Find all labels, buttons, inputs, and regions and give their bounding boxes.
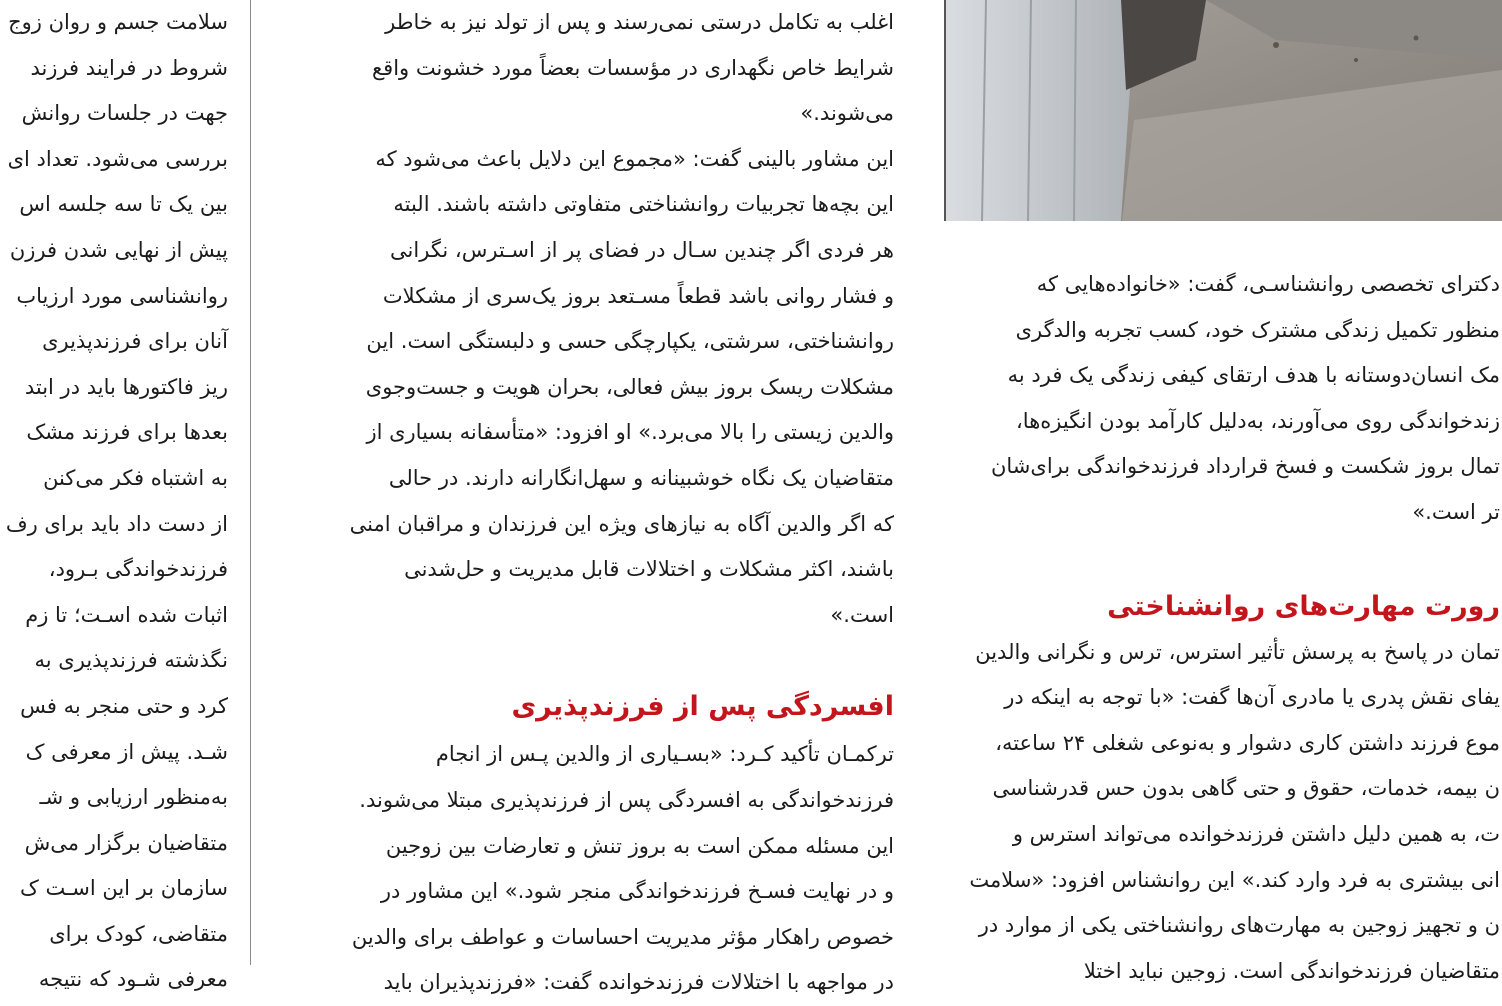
text-line: شروط در فرایند فرزند (30, 55, 228, 80)
text-line: ن و تجهیز زوجین به مهارت‌های روانشناختی یکی از موارد در (978, 913, 1500, 938)
text-line: و در نهایت فسـخ فرزندخواندگی منجر شود.» این مشاور در (380, 879, 894, 904)
text-line: جهت در جلسات روانش (21, 101, 228, 126)
text-line: روانشناسی مورد ارزیاب (16, 283, 228, 308)
text-line: بین یک تا سه جلسه اس (19, 192, 228, 217)
text-line: ریز فاکتورها باید در ابتد (24, 374, 228, 399)
text-line: والدین زیستی را بالا می‌برد.» او افزود: «متأسفانه بسیاری از (366, 420, 894, 445)
article-column-left (0, 0, 228, 992)
text-line: روانشناختی، سرشتی، یکپارچگی حسی و دلبستگی است. این (366, 329, 894, 354)
right-body-paragraph (944, 630, 1500, 995)
text-line: و فشار روانی باشد قطعاً مسـتعد بروز یک‌سری از مشکلات (382, 283, 894, 308)
text-line: این مشاور بالینی گفت: «مجموع این دلایل باعث می‌شود که (375, 146, 894, 171)
text-line: شرایط خاص نگهداری در مؤسسات بعضاً مورد خشونت واقع (371, 55, 894, 80)
text-line: تر است.» (1412, 499, 1500, 524)
text-line: پیش از نهایی شدن فرزن (9, 237, 228, 262)
text-line: اغلب به تکامل درستی نمی‌رسند و پس از تولد نیز به خاطر (385, 10, 894, 34)
text-line: بررسی می‌شود. تعداد ای (7, 146, 228, 171)
center-intro-paragraphs (306, 0, 894, 638)
text-line: در مواجهه با اختلالات فرزندخوانده گفت: «فرزندپذیران باید (383, 970, 894, 995)
text-line: منظور تکمیل زندگی مشترک خود، کسب تجربه والدگری (1015, 317, 1500, 342)
section-headline-depression: افسردگی پس از فرزندپذیری (511, 691, 894, 723)
text-line: دکترای تخصصی روانشناسـی، گفت: «خانواده‌هایی که (1036, 272, 1500, 296)
text-line: از دست داد باید برای رف (5, 511, 228, 536)
right-intro-paragraph (944, 262, 1500, 536)
text-line: ن بیمه، خدمات، حقوق و حتی گاهی بدون حس قدرشناسی (992, 776, 1500, 801)
text-line: متقاضیان یک نگاه خوشبینانه و سهل‌انگارانه دارند. در حالی (388, 465, 894, 490)
text-line: معرفی شـود که نتیجه (38, 967, 228, 992)
column-divider-left (250, 0, 251, 965)
text-line: ترکمـان تأکید کـرد: «بسـیاری از والدین پـس از انجام (435, 742, 894, 767)
text-line: خصوص راهکار مؤثر مدیریت احساسات و عواطف برای والدین (351, 924, 894, 949)
section-headline-skills: رورت مهارت‌های روانشناختی (1107, 590, 1500, 622)
text-line: به‌منظور ارزیابی و شـ (39, 785, 228, 810)
text-line: است.» (830, 602, 894, 627)
text-line: باشند، اکثر مشکلات و اختلالات قابل مدیریت و حل‌شدنی (404, 557, 894, 582)
text-line: انی بیشتری به فرد وارد کند.» این روانشناس افزود: «سلامت (969, 867, 1500, 892)
text-line: شـد. پیش از معرفی ک (25, 739, 228, 764)
text-line: سلامت جسم و روان زوج (8, 10, 228, 34)
article-column-center (306, 0, 894, 995)
text-line: کرد و حتی منجر به فس (20, 693, 228, 718)
text-line: تمان در پاسخ به پرسش تأثیر استرس، ترس و نگرانی والدین (975, 639, 1500, 664)
text-line: متقاضیان فرزندخواندگی است. زوجین نباید اختلا (1083, 958, 1500, 983)
text-line: می‌شوند.» (800, 101, 894, 126)
text-line: فرزندخواندگی بـرود، (48, 557, 228, 582)
text-line: مشکلات ریسک بروز بیش فعالی، بحران هویت و جست‌وجوی (365, 374, 894, 399)
text-line: این بچه‌ها تجربیات روانشناختی متفاوتی داشته باشند. البته (393, 192, 894, 217)
text-line: اثبات شده اسـت؛ تا زم (25, 602, 228, 627)
text-line: هر فردی اگر چندین سـال در فضای پر از اسـترس، نگرانی (390, 237, 894, 262)
text-line: موع فرزند داشتن کاری دشوار و به‌نوعی شغلی ۲۴ ساعته، (995, 730, 1500, 755)
text-line: نگذشته فرزندپذیری به (34, 648, 228, 673)
text-line: یفای نقش پدری یا مادری آن‌ها گفت: «با توجه به اینکه در (1004, 685, 1500, 710)
text-line: این مسئله ممکن است به بروز تنش و تعارضات بین زوجین (385, 833, 894, 858)
text-line: به اشتباه فکر می‌کنن (43, 465, 228, 490)
article-column-right (944, 0, 1500, 983)
text-line: سازمان بر این اسـت ک (19, 876, 228, 901)
text-line: فرزندخواندگی به افسردگی پس از فرزندپذیری مبتلا می‌شوند. (359, 787, 894, 812)
text-line: زندخواندگی روی می‌آورند، به‌دلیل کارآمد بودن انگیزه‌ها، (1016, 408, 1500, 433)
center-body-paragraph (306, 732, 894, 1006)
text-line: متقاضی، کودک برای (49, 921, 228, 946)
text-line: آنان برای فرزندپذیری (42, 329, 228, 354)
text-line: متقاضیان برگزار می‌ش (24, 830, 228, 855)
text-line: بعدها برای فرزند مشک (26, 420, 228, 445)
text-line: تمال بروز شکست و فسخ قرارداد فرزندخواندگی برای‌شان (990, 454, 1500, 479)
text-line: که اگر والدین آگاه به نیازهای ویژه این فرزندان و مراقبان امنی (349, 511, 894, 536)
text-line: ت، به همین دلیل داشتن فرزندخوانده می‌تواند استرس و (1012, 821, 1500, 846)
text-line: مک انسان‌دوستانه با هدف ارتقای کیفی زندگی یک فرد به (1007, 363, 1500, 388)
